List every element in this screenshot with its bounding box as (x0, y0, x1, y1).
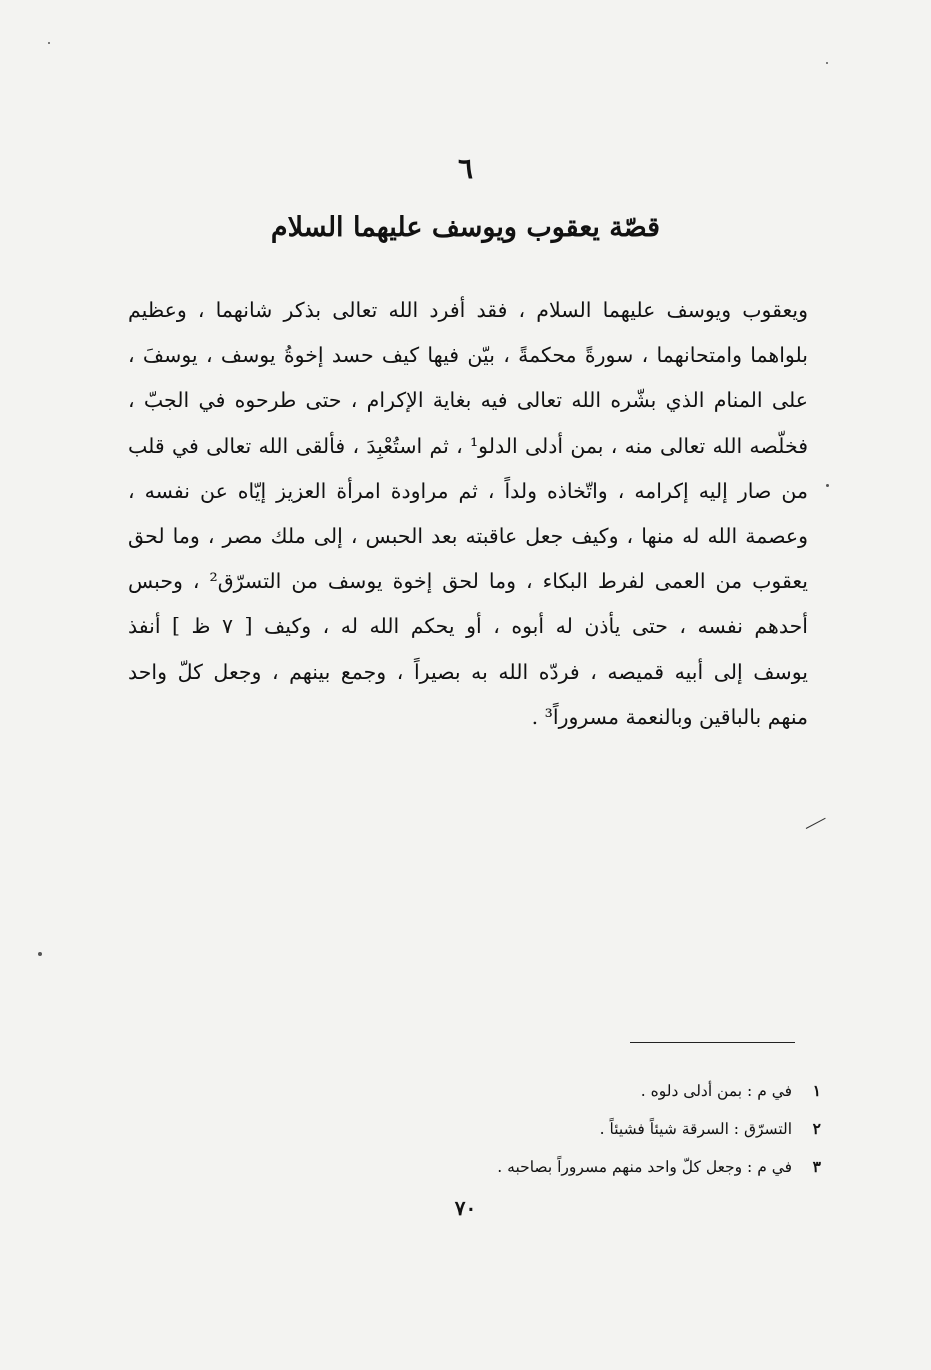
chapter-number: ٦ (457, 152, 474, 185)
footnotes (321, 1072, 821, 1186)
page-number: ٧٠ (454, 1196, 477, 1220)
body-line: على المنام الذي بشّره الله تعالى فيه بغاية الإكرام ، حتى طرحوه في الجبّ ، (128, 388, 808, 413)
footnote (321, 1072, 821, 1110)
body-line: منهم بالباقين وبالنعمة مسروراً³ . (531, 704, 808, 729)
scan-speck (48, 42, 50, 44)
body-line: يوسف إلى أبيه قميصه ، فردّه الله به بصيراً ، وجمع بينهم ، وجعل كلّ واحد (128, 659, 808, 684)
body-line: أحدهم نفسه ، حتى يأذن له أبوه ، أو يحكم الله له ، وكيف [ ٧ ظ ] أنفذ (128, 614, 808, 639)
footnote (321, 1148, 821, 1186)
footnote-text: في م : وجعل كلّ واحد منهم مسروراً بصاحبه . (497, 1158, 793, 1176)
footnote-text: في م : بمن أدلى دلوه . (640, 1082, 793, 1100)
footnote-divider (630, 1042, 795, 1043)
footnote-number: ٢ (812, 1119, 821, 1138)
body-line: ويعقوب ويوسف عليهما السلام ، فقد أفرد الله تعالى بذكر شانهما ، وعظيم (128, 298, 808, 322)
scan-mark (806, 818, 826, 829)
scan-speck (38, 952, 42, 956)
body-line: وعصمة الله له منها ، وكيف جعل عاقبته بعد الحبس ، إلى ملك مصر ، وما لحق (128, 524, 808, 549)
footnote (321, 1110, 821, 1148)
body-line: يعقوب من العمى لفرط البكاء ، وما لحق إخوة يوسف من التسرّق² ، وحبس (128, 569, 808, 594)
body-line: فخلّصه الله تعالى منه ، بمن أدلى الدلو¹ ، ثم استُعْبِدَ ، فألقى الله تعالى في قلب (128, 433, 808, 458)
body-paragraph (128, 288, 808, 740)
footnote-number: ١ (812, 1081, 821, 1100)
body-line: من صار إليه إكرامه ، واتّخاذه ولداً ، ثم مراودة امرأة العزيز إيّاه عن نفسه ، (128, 478, 808, 503)
scan-speck (826, 484, 829, 487)
scan-speck (826, 62, 828, 64)
chapter-title: قصّة يعقوب ويوسف عليهما السلام (270, 212, 661, 243)
footnote-text: التسرّق : السرقة شيئاً فشيئاً . (599, 1120, 793, 1138)
body-line: بلواهما وامتحانهما ، سورةً محكمةً ، بيّن فيها كيف حسد إخوةُ يوسف ، يوسفَ ، (128, 343, 808, 368)
footnote-number: ٣ (812, 1157, 821, 1176)
